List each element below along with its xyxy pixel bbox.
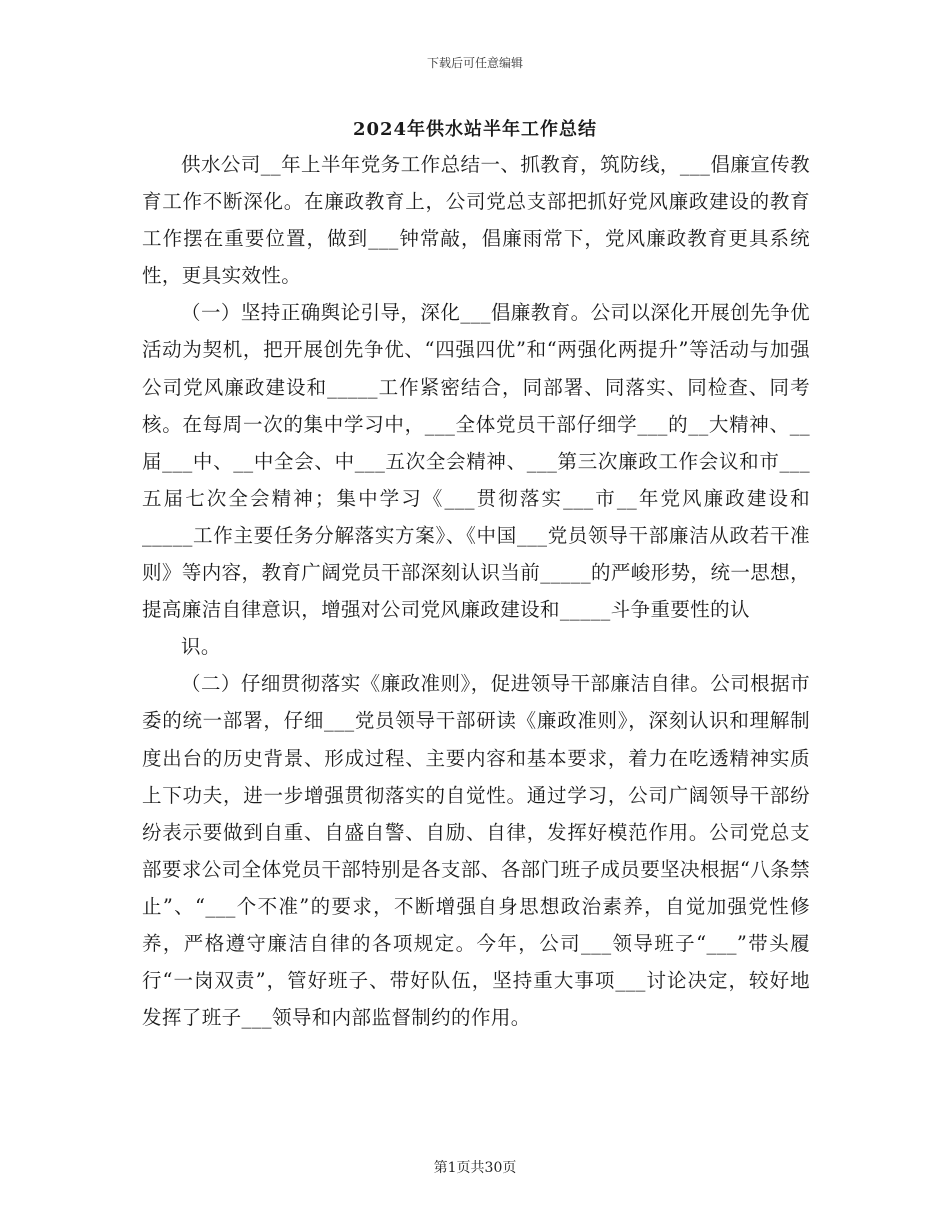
paragraph-continuation: 识。 bbox=[181, 635, 221, 659]
paragraph-section-two: （二）仔细贯彻落实《廉政准则》，促进领导干部廉洁自律。公司根据市委的统一部署，仔细___党员领导干部研读《廉政准则》，深刻认识和理解制度出台的历史背景、形成过程、主要内容和基本要求，着力在吃透精神实质上下功夫，进一步增强贯彻落实的自觉性。通过学习，公司广阔领导干部纷纷表示要做到自重、自盛自警、自励、自律，发挥好模范作用。公司党总支部要求公司全体党员干部特别是各支部、各部门班子成员要坚决根据“八条禁止”、“___个不准”的要求，不断增强自身思想政治素养，自觉加强党性修养，严格遵守廉洁自律的各项规定。今年，公司___领导班子“___”带头履行“一岗双责”，管好班子、带好队伍，坚持重大事项___讨论决定，较好地发挥了班子___领导和内部监督制约的作用。 bbox=[142, 672, 810, 1030]
document-body bbox=[142, 146, 810, 1036]
paragraph-intro: 供水公司__年上半年党务工作总结一、抓教育，筑防线，___倡廉宣传教育工作不断深化。在廉政教育上，公司党总支部把抓好党风廉政建设的教育工作摆在重要位置，做到___钟常敲，倡廉雨常下，党风廉政教育更具系统性，更具实效性。 bbox=[142, 153, 810, 288]
paragraph-section-one: （一）坚持正确舆论引导，深化___倡廉教育。公司以深化开展创先争优活动为契机，把开展创先争优、“四强四优”和“两强化两提升”等活动与加强公司党风廉政建设和_____工作紧密结合，同部署、同落实、同检查、同考核。在每周一次的集中学习中，___全体党员干部仔细学___的__大精神、__届___中、__中全会、中___五次全会精神、___第三次廉政工作会议和市___五届七次全会精神；集中学习《___贯彻落实___市__年党风廉政建设和_____工作主要任务分解落实方案》、《中国___党员领导干部廉洁从政若干准则》等内容，教育广阔党员干部深刻认识当前_____的严峻形势，统一思想，提高廉洁自律意识，增强对公司党风廉政建设和_____斗争重要性的认 bbox=[142, 301, 810, 622]
header-note: 下载后可任意编辑 bbox=[426, 56, 523, 70]
page-number: 第1页共30页 bbox=[433, 1160, 517, 1176]
document-title: 2024年供水站半年工作总结 bbox=[352, 119, 598, 140]
